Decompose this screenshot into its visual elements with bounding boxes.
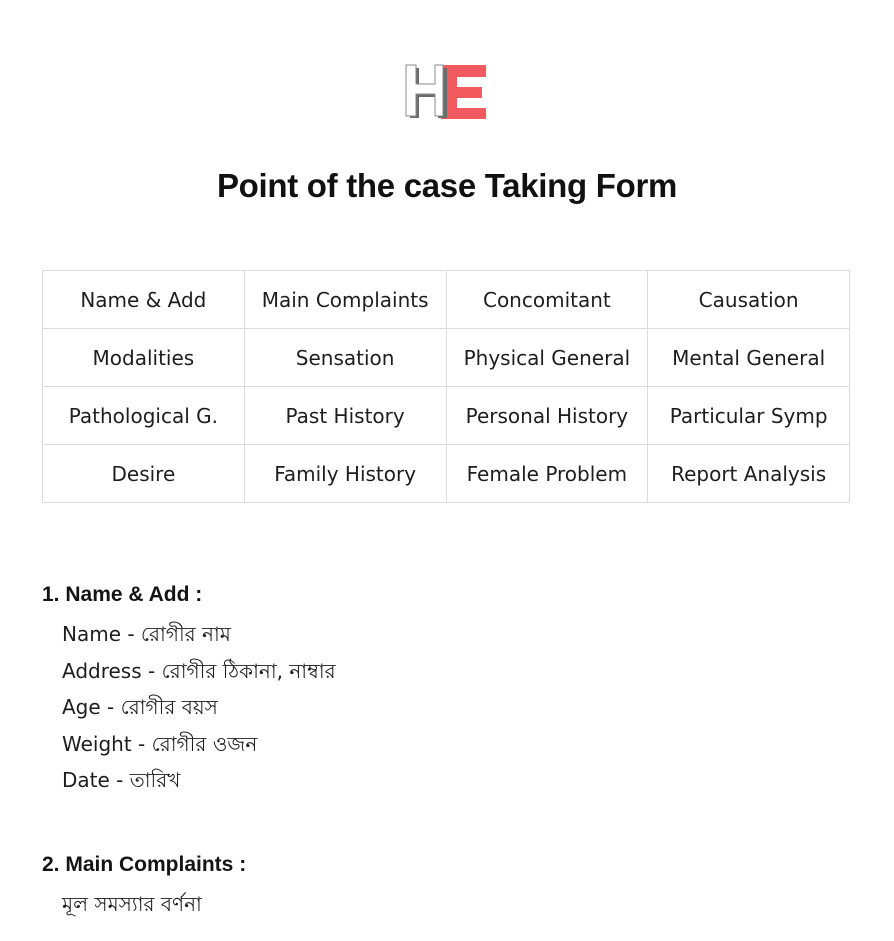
section-main-complaints <box>42 851 246 923</box>
section-lines <box>42 616 336 799</box>
table-cell: Desire <box>43 445 245 503</box>
table-cell: Physical General <box>446 329 648 387</box>
table-cell: Causation <box>648 271 850 329</box>
table-cell: Concomitant <box>446 271 648 329</box>
table-cell: Mental General <box>648 329 850 387</box>
table-cell: Main Complaints <box>244 271 446 329</box>
table-row <box>43 387 850 445</box>
table-cell: Name & Add <box>43 271 245 329</box>
section-lines <box>42 886 246 923</box>
logo-letter-h <box>406 65 443 116</box>
table-cell: Particular Symp <box>648 387 850 445</box>
section-line: Name - রোগীর নাম <box>62 622 231 646</box>
table-row <box>43 445 850 503</box>
section-heading: 1. Name & Add : <box>42 583 203 606</box>
section-line: মূল সমস্যার বর্ণনা <box>62 892 202 916</box>
index-table <box>42 270 850 503</box>
table-cell: Female Problem <box>446 445 648 503</box>
table-cell: Pathological G. <box>43 387 245 445</box>
page-title: Point of the case Taking Form <box>216 167 678 204</box>
table-cell: Family History <box>244 445 446 503</box>
section-heading: 2. Main Complaints : <box>42 853 247 876</box>
logo-letter-e <box>441 65 486 119</box>
table-cell: Modalities <box>43 329 245 387</box>
table-row <box>43 271 850 329</box>
he-logo-graphic <box>404 63 488 121</box>
section-line: Address - রোগীর ঠিকানা, নাম্বার <box>62 658 336 683</box>
section-name-and-address <box>42 581 336 799</box>
table-cell: Report Analysis <box>648 445 850 503</box>
table-cell: Sensation <box>244 329 446 387</box>
table-cell: Personal History <box>446 387 648 445</box>
section-line: Date - তারিখ <box>62 768 181 792</box>
section-line: Weight - রোগীর ওজন <box>62 731 258 756</box>
table-row <box>43 329 850 387</box>
brand-logo <box>404 63 488 121</box>
table-cell: Past History <box>244 387 446 445</box>
section-line: Age - রোগীর বয়স <box>62 695 218 719</box>
